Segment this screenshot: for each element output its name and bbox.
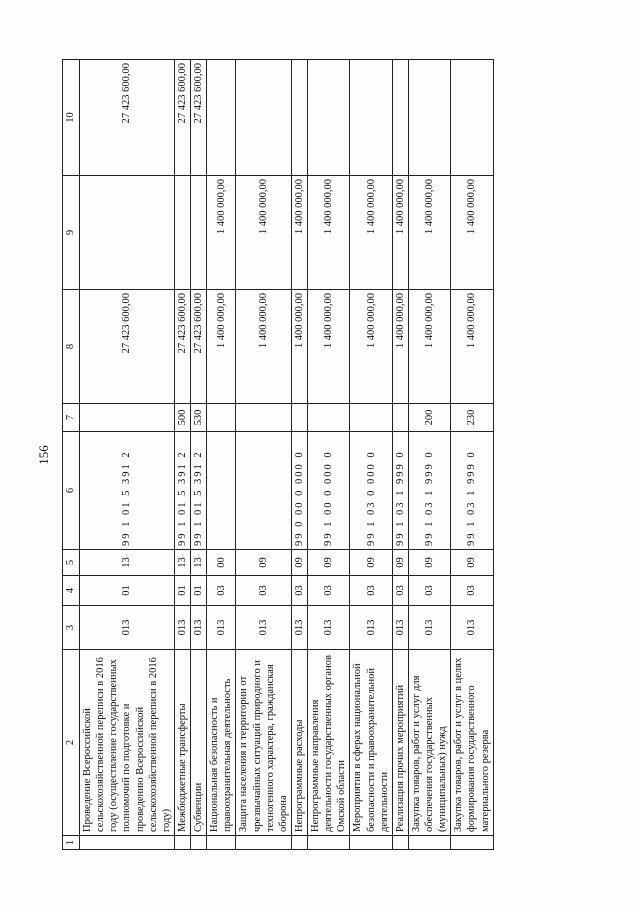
amount-total-cell: 1 400 000,00: [236, 290, 292, 404]
target-article-cell: 99 0 00 0 000 0: [291, 432, 307, 550]
amount-col9-cell: 1 400 000,00: [291, 176, 307, 290]
section-code-cell: 01: [80, 576, 175, 606]
row-number-cell: [308, 836, 350, 850]
expense-type-cell: 200: [408, 404, 450, 432]
expense-type-cell: 530: [191, 404, 207, 432]
table-row: [451, 60, 493, 850]
section-code-cell: 03: [350, 576, 392, 606]
expense-type-cell: [308, 404, 350, 432]
table-row: [174, 60, 190, 850]
amount-col10-cell: [291, 60, 307, 176]
amount-col9-cell: [191, 176, 207, 290]
expense-type-cell: [291, 404, 307, 432]
ministry-code-cell: 013: [392, 606, 408, 650]
expense-type-cell: [80, 404, 175, 432]
target-article-cell: 99 1 03 1 999 0: [451, 432, 493, 550]
row-name-cell: Закупка товаров, работ и услуг в целях формирования государственного материального резерва: [451, 650, 493, 836]
row-name-cell: Проведение Всероссийской сельскохозяйственной переписи в 2016 году (осуществление государственных полномочий по подготовке и проведению Всероссийской сельскохозяйственной переписи в 2016 году): [80, 650, 175, 836]
amount-total-cell: 1 400 000,00: [451, 290, 493, 404]
amount-col10-cell: [207, 60, 236, 176]
row-number-cell: [207, 836, 236, 850]
row-number-cell: [392, 836, 408, 850]
amount-total-cell: 1 400 000,00: [392, 290, 408, 404]
amount-col10-cell: [236, 60, 292, 176]
section-code-cell: 03: [308, 576, 350, 606]
ministry-code-cell: 013: [291, 606, 307, 650]
amount-col10-cell: [408, 60, 450, 176]
target-article-cell: 99 1 00 0 000 0: [308, 432, 350, 550]
column-header-4: 4: [63, 576, 80, 606]
amount-col10-cell: 27 423 600,00: [191, 60, 207, 176]
row-number-cell: [451, 836, 493, 850]
table-body: [80, 60, 494, 850]
subsection-code-cell: 09: [392, 550, 408, 576]
ministry-code-cell: 013: [80, 606, 175, 650]
row-number-cell: [174, 836, 190, 850]
amount-col9-cell: 1 400 000,00: [408, 176, 450, 290]
amount-col9-cell: [174, 176, 190, 290]
ministry-code-cell: 013: [174, 606, 190, 650]
expense-type-cell: 500: [174, 404, 190, 432]
amount-col10-cell: [350, 60, 392, 176]
section-code-cell: 01: [191, 576, 207, 606]
table-row: [236, 60, 292, 850]
amount-col10-cell: [392, 60, 408, 176]
amount-total-cell: 1 400 000,00: [350, 290, 392, 404]
column-header-3: 3: [63, 606, 80, 650]
amount-col10-cell: 27 423 600,00: [174, 60, 190, 176]
section-code-cell: 03: [408, 576, 450, 606]
table-row: [291, 60, 307, 850]
amount-total-cell: 1 400 000,00: [408, 290, 450, 404]
ministry-code-cell: 013: [350, 606, 392, 650]
expense-type-cell: [207, 404, 236, 432]
column-header-1: 1: [63, 836, 80, 850]
column-header-2: 2: [63, 650, 80, 836]
ministry-code-cell: 013: [408, 606, 450, 650]
row-number-cell: [236, 836, 292, 850]
target-article-cell: [236, 432, 292, 550]
column-header-7: 7: [63, 404, 80, 432]
amount-total-cell: 27 423 600,00: [174, 290, 190, 404]
subsection-code-cell: 09: [408, 550, 450, 576]
section-code-cell: 03: [291, 576, 307, 606]
amount-col10-cell: 27 423 600,00: [80, 60, 175, 176]
target-article-cell: 99 1 01 5 391 2: [80, 432, 175, 550]
ministry-code-cell: 013: [207, 606, 236, 650]
table-row: [191, 60, 207, 850]
subsection-code-cell: 09: [451, 550, 493, 576]
amount-col10-cell: [451, 60, 493, 176]
section-code-cell: 03: [236, 576, 292, 606]
subsection-code-cell: 13: [174, 550, 190, 576]
section-code-cell: 03: [392, 576, 408, 606]
row-name-cell: Субвенции: [191, 650, 207, 836]
subsection-code-cell: 09: [350, 550, 392, 576]
amount-col9-cell: 1 400 000,00: [392, 176, 408, 290]
section-code-cell: 01: [174, 576, 190, 606]
expense-type-cell: [392, 404, 408, 432]
section-code-cell: 03: [451, 576, 493, 606]
column-header-9: 9: [63, 176, 80, 290]
ministry-code-cell: 013: [191, 606, 207, 650]
target-article-cell: 99 1 03 1 999 0: [408, 432, 450, 550]
target-article-cell: [207, 432, 236, 550]
amount-col9-cell: 1 400 000,00: [308, 176, 350, 290]
column-header-10: 10: [63, 60, 80, 176]
column-header-8: 8: [63, 290, 80, 404]
amount-col9-cell: [80, 176, 175, 290]
row-number-cell: [408, 836, 450, 850]
row-number-cell: [291, 836, 307, 850]
table-row: [80, 60, 175, 850]
amount-col9-cell: 1 400 000,00: [236, 176, 292, 290]
column-header-6: 6: [63, 432, 80, 550]
expense-type-cell: [236, 404, 292, 432]
subsection-code-cell: 00: [207, 550, 236, 576]
row-number-cell: [350, 836, 392, 850]
row-number-cell: [80, 836, 175, 850]
section-code-cell: 03: [207, 576, 236, 606]
subsection-code-cell: 09: [308, 550, 350, 576]
amount-total-cell: 1 400 000,00: [291, 290, 307, 404]
amount-col9-cell: 1 400 000,00: [207, 176, 236, 290]
row-name-cell: Защита населения и территории от чрезвычайных ситуаций природного и техногенного характера, гражданская оборона: [236, 650, 292, 836]
rotated-content: [36, 60, 612, 850]
target-article-cell: 99 1 01 5 391 2: [174, 432, 190, 550]
row-name-cell: Национальная безопасность и правоохранительная деятельность: [207, 650, 236, 836]
amount-col9-cell: 1 400 000,00: [451, 176, 493, 290]
ministry-code-cell: 013: [451, 606, 493, 650]
header-row: [63, 60, 80, 850]
amount-total-cell: 27 423 600,00: [191, 290, 207, 404]
row-name-cell: Мероприятия в сферах национальной безопасности и правоохранительной деятельности: [350, 650, 392, 836]
row-name-cell: Реализация прочих мероприятий: [392, 650, 408, 836]
target-article-cell: 99 1 03 1 999 0: [392, 432, 408, 550]
column-header-5: 5: [63, 550, 80, 576]
table-row: [392, 60, 408, 850]
amount-col9-cell: 1 400 000,00: [350, 176, 392, 290]
table-row: [408, 60, 450, 850]
ministry-code-cell: 013: [308, 606, 350, 650]
subsection-code-cell: 09: [291, 550, 307, 576]
row-name-cell: Закупка товаров, работ и услуг для обеспечения государственных (муниципальных) нужд: [408, 650, 450, 836]
amount-col10-cell: [308, 60, 350, 176]
amount-total-cell: 1 400 000,00: [207, 290, 236, 404]
table-row: [207, 60, 236, 850]
subsection-code-cell: 09: [236, 550, 292, 576]
amount-total-cell: 1 400 000,00: [308, 290, 350, 404]
row-name-cell: Непрограммные направления деятельности государственных органов Омской области: [308, 650, 350, 836]
amount-total-cell: 27 423 600,00: [80, 290, 175, 404]
ministry-code-cell: 013: [236, 606, 292, 650]
row-name-cell: Межбюджетные трансферты: [174, 650, 190, 836]
row-name-cell: Непрограммные расходы: [291, 650, 307, 836]
subsection-code-cell: 13: [191, 550, 207, 576]
subsection-code-cell: 13: [80, 550, 175, 576]
target-article-cell: 99 1 01 5 391 2: [191, 432, 207, 550]
table-row: [350, 60, 392, 850]
row-number-cell: [191, 836, 207, 850]
expense-type-cell: [350, 404, 392, 432]
expense-type-cell: 230: [451, 404, 493, 432]
page-number: 156: [36, 445, 51, 465]
table-row: [308, 60, 350, 850]
target-article-cell: 99 1 03 0 000 0: [350, 432, 392, 550]
budget-table: [62, 59, 494, 850]
